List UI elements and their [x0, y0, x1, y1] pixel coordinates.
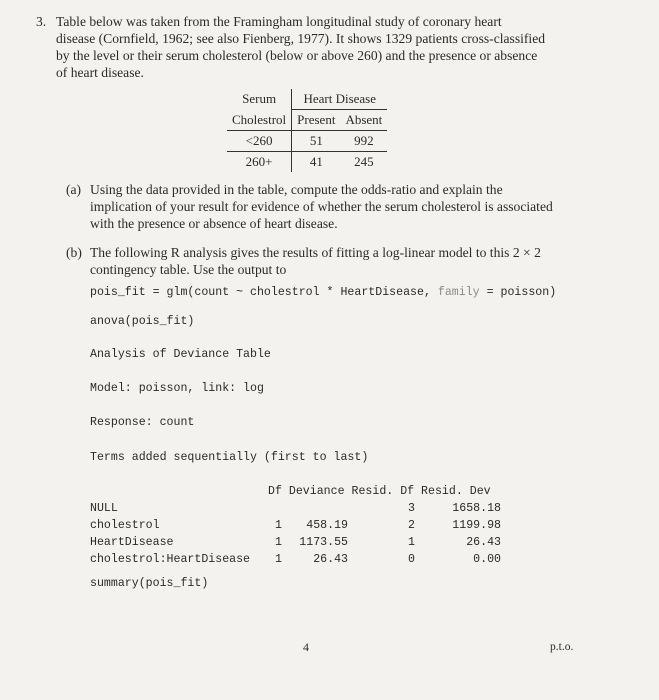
deviance: 1173.55	[299, 536, 348, 549]
part-a-line-1: Using the data provided in the table, compute the odds-ratio and explain the	[90, 182, 503, 197]
resid-dev: 26.43	[466, 536, 501, 549]
summary-call: summary(pois_fit)	[90, 577, 209, 590]
model-line: Model: poisson, link: log	[90, 382, 264, 395]
row-label: 260+	[227, 152, 292, 173]
resid-dev: 1199.98	[452, 519, 501, 532]
pto-note: p.t.o.	[550, 641, 574, 653]
glm-call	[90, 286, 556, 300]
analysis-title: Analysis of Deviance Table	[90, 348, 271, 361]
col-absent-header: Absent	[340, 110, 387, 131]
intro-line-3: by the level or their serum cholesterol (below or above 260) and the presence or absence	[56, 48, 538, 63]
intro-line-2: disease (Cornfield, 1962; see also Fienberg, 1977). It shows 1329 patients cross-classified	[56, 31, 546, 46]
resid-df: 3	[408, 502, 415, 515]
contingency-table	[227, 89, 387, 172]
cell-present: 41	[309, 154, 323, 169]
part-b-line-1: The following R analysis gives the results of fitting a log-linear model to this 2 × 2	[90, 245, 541, 260]
part-b-line-2: contingency table. Use the output to	[90, 262, 287, 277]
page-number: 4	[303, 640, 309, 654]
resid-dev: 0.00	[473, 553, 501, 566]
row-header-bottom: Cholestrol	[227, 110, 292, 131]
cell-absent: 245	[354, 154, 374, 169]
deviance: 26.43	[313, 553, 348, 566]
part-a-line-3: with the presence or absence of heart disease.	[90, 216, 338, 231]
part-b-label: (b)	[66, 245, 82, 260]
row-header-top: Serum	[227, 89, 292, 110]
glm-family-keyword: family	[437, 286, 480, 299]
glm-call-post: = poisson)	[479, 286, 557, 299]
cell-present: 51	[292, 131, 341, 152]
deviance: 458.19	[306, 519, 348, 532]
glm-call-pre: pois_fit = glm(count ~ cholestrol * HeartDisease,	[90, 286, 438, 299]
part-a-label: (a)	[66, 182, 82, 197]
resid-df: 0	[408, 553, 415, 566]
df: 1	[275, 536, 282, 549]
resid-dev: 1658.18	[452, 502, 501, 515]
resid-df: 1	[408, 536, 415, 549]
deviance-header: Df Deviance Resid. Df Resid. Dev	[268, 485, 491, 498]
df: 1	[275, 519, 282, 532]
intro-line-1: Table below was taken from the Framingham longitudinal study of coronary heart	[56, 14, 502, 29]
term-name: NULL	[90, 502, 118, 515]
table-row	[227, 152, 387, 173]
row-label: <260	[227, 131, 292, 152]
anova-call: anova(pois_fit)	[90, 315, 195, 328]
term-name: cholestrol	[90, 519, 160, 532]
resid-df: 2	[408, 519, 415, 532]
term-name: cholestrol:HeartDisease	[90, 553, 251, 566]
term-name: HeartDisease	[90, 536, 174, 549]
part-a-line-2: implication of your result for evidence of whether the serum cholesterol is associated	[90, 199, 553, 214]
df: 1	[275, 553, 282, 566]
table-row	[227, 131, 387, 152]
col-group-header: Heart Disease	[292, 89, 388, 110]
question-number: 3.	[36, 14, 47, 29]
response-line: Response: count	[90, 416, 195, 429]
intro-line-4: of heart disease.	[56, 65, 144, 80]
cell-absent: 992	[340, 131, 387, 152]
terms-line: Terms added sequentially (first to last)	[90, 451, 369, 464]
col-present-header: Present	[292, 110, 341, 131]
